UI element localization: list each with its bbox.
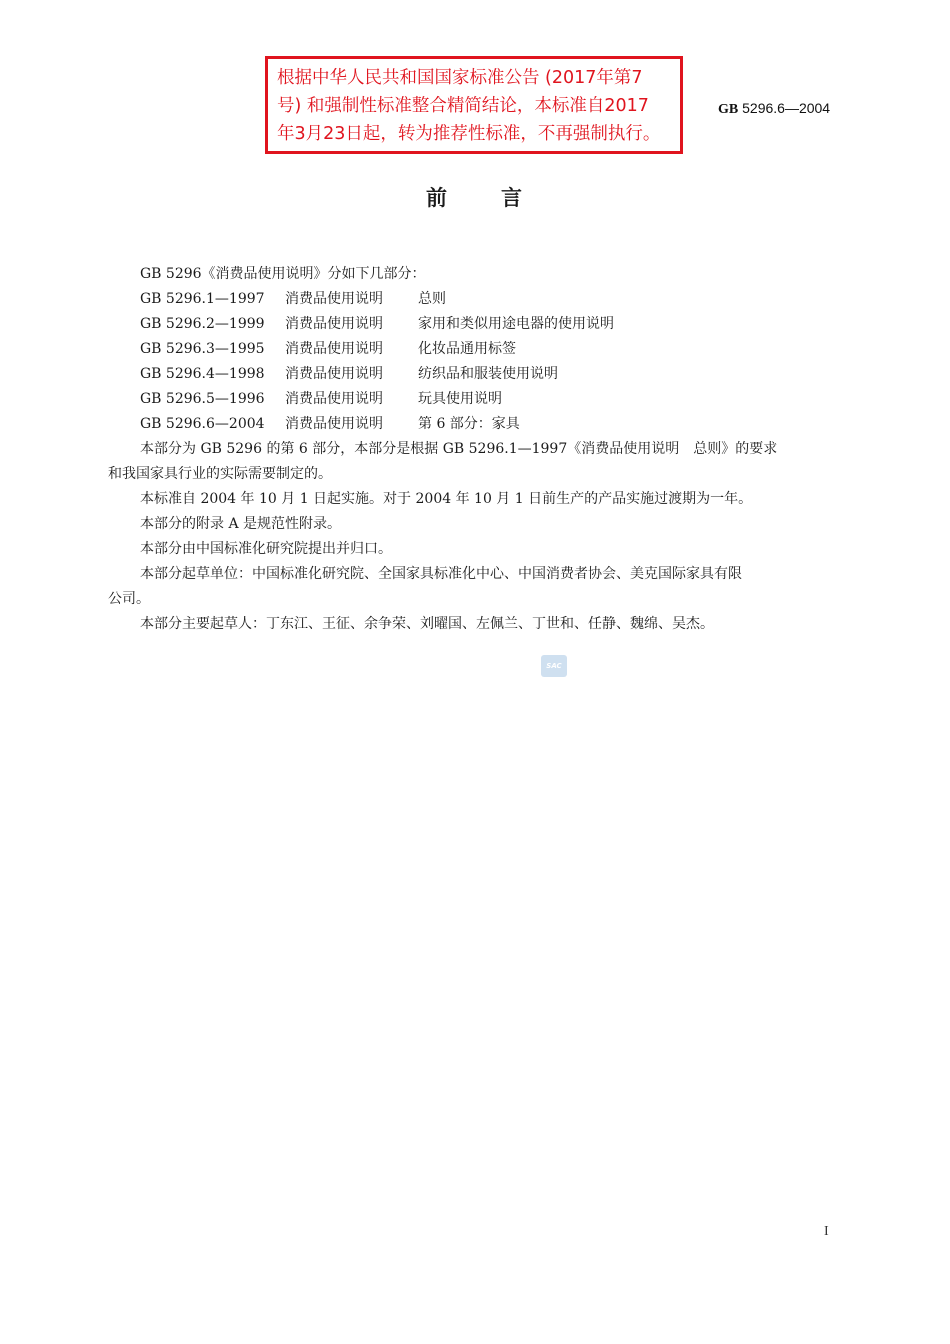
part-series: 消费品使用说明 — [285, 391, 383, 407]
paragraph-effective-date: 本标准自 2004 年 10 月 1 日起实施。对于 2004 年 10 月 1 日前生产的产品实施过渡期为一年。 — [140, 491, 753, 507]
mandatory-status-notice — [265, 56, 683, 154]
intro-line: GB 5296《消费品使用说明》分如下几部分： — [140, 266, 426, 282]
paragraph-drafters: 本部分主要起草人：丁东江、王征、余争荣、刘曜国、左佩兰、丁世和、任静、魏绵、吴杰。 — [140, 616, 714, 632]
paragraph-drafting-units-continued: 公司。 — [108, 591, 150, 607]
part-row — [108, 287, 843, 312]
part-row — [108, 387, 843, 412]
part-name: 总则 — [418, 291, 446, 307]
standard-code: 5296.6—2004 — [738, 100, 831, 116]
paragraph-drafting-units: 本部分起草单位：中国标准化研究院、全国家具标准化中心、中国消费者协会、美克国际家具有限 — [140, 566, 742, 582]
part-name: 纺织品和服装使用说明 — [418, 366, 558, 382]
part-series: 消费品使用说明 — [285, 341, 383, 357]
paragraph-scope-continued: 和我国家具行业的实际需要制定的。 — [108, 466, 332, 482]
part-name: 第 6 部分：家具 — [418, 416, 520, 432]
page-title — [0, 182, 950, 212]
part-series: 消费品使用说明 — [285, 291, 383, 307]
part-row — [108, 412, 843, 437]
part-row — [108, 362, 843, 387]
part-code: GB 5296.3—1995 — [140, 341, 265, 357]
notice-line: 根据中华人民共和国国家标准公告 (2017年第7 — [277, 68, 643, 88]
foreword-body — [108, 262, 843, 637]
part-code: GB 5296.6—2004 — [140, 416, 265, 432]
title-char-right: 言 — [501, 186, 524, 210]
part-code: GB 5296.2—1999 — [140, 316, 265, 332]
part-name: 家用和类似用途电器的使用说明 — [418, 316, 614, 332]
title-char-left: 前 — [426, 186, 449, 210]
part-code: GB 5296.5—1996 — [140, 391, 265, 407]
page-number: I — [824, 1224, 829, 1239]
standard-prefix: GB — [718, 102, 739, 117]
part-name: 玩具使用说明 — [418, 391, 502, 407]
part-name: 化妆品通用标签 — [418, 341, 516, 357]
part-series: 消费品使用说明 — [285, 316, 383, 332]
paragraph-scope: 本部分为 GB 5296 的第 6 部分，本部分是根据 GB 5296.1—1997《消费品使用说明 总则》的要求 — [140, 441, 778, 457]
part-series: 消费品使用说明 — [285, 366, 383, 382]
standard-number — [718, 100, 830, 118]
sac-watermark-logo: SAC — [541, 655, 567, 677]
part-row — [108, 337, 843, 362]
paragraph-annex: 本部分的附录 A 是规范性附录。 — [140, 516, 342, 532]
part-row — [108, 312, 843, 337]
part-code: GB 5296.4—1998 — [140, 366, 265, 382]
part-code: GB 5296.1—1997 — [140, 291, 265, 307]
notice-line: 号) 和强制性标准整合精简结论，本标准自2017 — [277, 96, 649, 116]
notice-line: 年3月23日起，转为推荐性标准，不再强制执行。 — [277, 124, 661, 144]
paragraph-proposer: 本部分由中国标准化研究院提出并归口。 — [140, 541, 392, 557]
part-series: 消费品使用说明 — [285, 416, 383, 432]
